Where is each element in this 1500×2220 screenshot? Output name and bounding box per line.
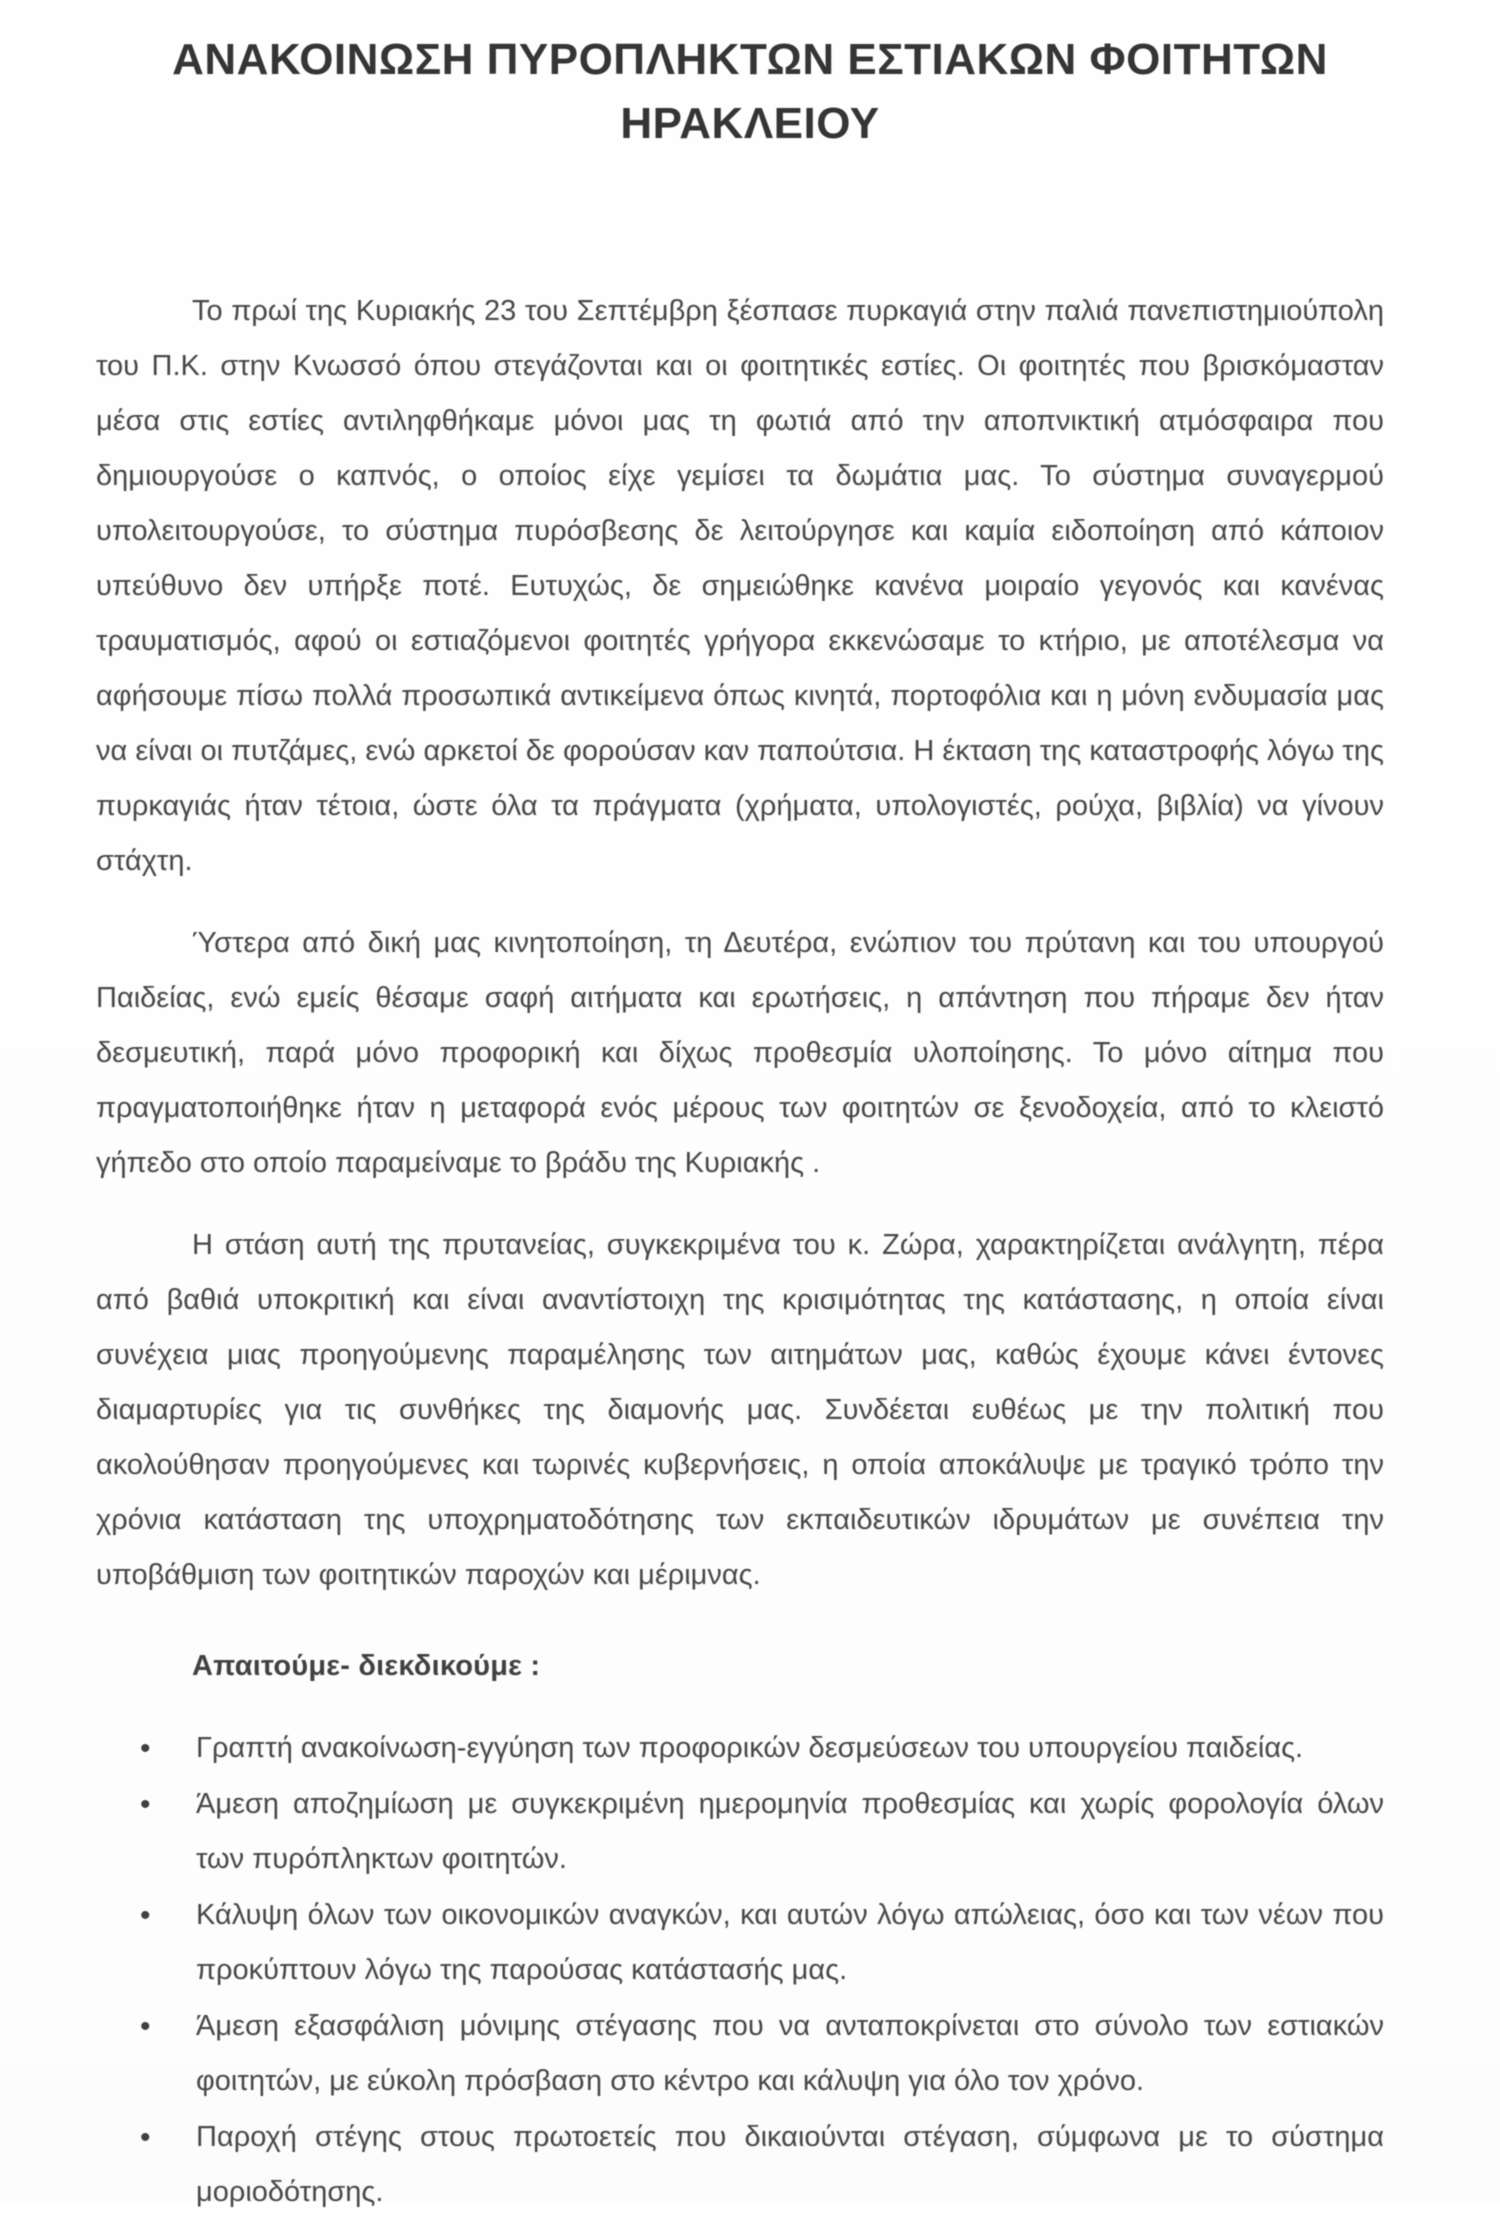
- list-item: [140, 1888, 1384, 1998]
- bullet-icon: •: [140, 1899, 151, 1932]
- demand-financial-coverage: Κάλυψη όλων των οικονομικών αναγκών, και αυτών λόγω απώλειας, όσο και των νέων που προκύπτουν λόγω της παρούσας κατάστασής μας.: [196, 1899, 1384, 1986]
- bullet-icon: •: [140, 2121, 151, 2154]
- demand-immediate-compensation: Άμεση αποζημίωση με συγκεκριμένη ημερομηνία προθεσμίας και χωρίς φορολογία όλων των πυρόπληκτων φοιτητών.: [196, 1788, 1384, 1875]
- bullet-icon: •: [140, 2010, 151, 2043]
- document-title: [120, 28, 1380, 156]
- paragraph-rectorate-stance: Η στάση αυτή της πρυτανείας, συγκεκριμένα του κ. Ζώρα, χαρακτηρίζεται ανάλγητη, πέρα από βαθιά υποκριτική και είναι αναντίστοιχη της κρισιμότητας της κατάστασης, η οποία είναι συνέχεια μιας προηγούμενης παραμέλησης των αιτημάτων μας, καθώς έχουμε κάνει έντονες διαμαρτυρίες για τις συνθήκες της διαμονής μας. Συνδέεται ευθέως με την πολιτική που ακολούθησαν προηγούμενες και τωρινές κυβερνήσεις, η οποία αποκάλυψε με τραγικό τρόπο την χρόνια κατάσταση της υποχρηματοδότησης των εκπαιδευτικών ιδρυμάτων με συνέπεια την υποβάθμιση των φοιτητικών παροχών και μέριμνας.: [96, 1229, 1384, 1591]
- document-page: [0, 28, 1500, 2208]
- paragraph-fire-incident: Το πρωί της Κυριακής 23 του Σεπτέμβρη ξέσπασε πυρκαγιά στην παλιά πανεπιστημιούπολη του Π.Κ. στην Κνωσσό όπου στεγάζονται και οι φοιτητικές εστίες. Οι φοιτητές που βρισκόμασταν μέσα στις εστίες αντιληφθήκαμε μόνοι μας τη φωτιά από την αποπνικτική ατμόσφαιρα που δημιουργούσε ο καπνός, ο οποίος είχε γεμίσει τα δωμάτια μας. Το σύστημα συναγερμού υπολειτουργούσε, το σύστημα πυρόσβεσης δε λειτούργησε και καμία ειδοποίηση από κάποιον υπεύθυνο δεν υπήρξε ποτέ. Ευτυχώς, δε σημειώθηκε κανένα μοιραίο γεγονός και κανένας τραυματισμός, αφού οι εστιαζόμενοι φοιτητές γρήγορα εκκενώσαμε το κτήριο, με αποτέλεσμα να αφήσουμε πίσω πολλά προσωπικά αντικείμενα όπως κινητά, πορτοφόλια και η μόνη ενδυμασία μας να είναι οι πυτζάμες, ενώ αρκετοί δε φορούσαν καν παπούτσια. Η έκταση της καταστροφής λόγω της πυρκαγιάς ήταν τέτοια, ώστε όλα τα πράγματα (χρήματα, υπολογιστές, ρούχα, βιβλία) να γίνουν στάχτη.: [96, 295, 1384, 877]
- document-body: [96, 284, 1384, 2220]
- demand-first-year-housing: Παροχή στέγης στους πρωτοετείς που δικαιούνται στέγαση, σύμφωνα με το σύστημα μοριοδότησης.: [196, 2121, 1384, 2208]
- bullet-icon: •: [140, 1788, 151, 1821]
- bullet-icon: •: [140, 1732, 151, 1765]
- list-item: [140, 1721, 1384, 1776]
- document-title-line-1: ΑΝΑΚΟΙΝΩΣΗ ΠΥΡΟΠΛΗΚΤΩΝ ΕΣΤΙΑΚΩΝ ΦΟΙΤΗΤΩΝ: [172, 35, 1328, 84]
- demands-list: [96, 1721, 1384, 2220]
- list-item: [140, 1777, 1384, 1887]
- list-item: [140, 2110, 1384, 2220]
- document-title-line-2: ΗΡΑΚΛΕΙΟΥ: [620, 99, 880, 148]
- list-item: [140, 1999, 1384, 2109]
- scanned-content: [0, 28, 1500, 2220]
- paragraph-mobilization: Ύστερα από δική μας κινητοποίηση, τη Δευτέρα, ενώπιον του πρύτανη και του υπουργού Παιδείας, ενώ εμείς θέσαμε σαφή αιτήματα και ερωτήσεις, η απάντηση που πήραμε δεν ήταν δεσμευτική, παρά μόνο προφορική και δίχως προθεσμία υλοποίησης. Το μόνο αίτημα που πραγματοποιήθηκε ήταν η μεταφορά ενός μέρους των φοιτητών σε ξενοδοχεία, από το κλειστό γήπεδο στο οποίο παραμείναμε το βράδυ της Κυριακής .: [96, 927, 1384, 1179]
- demand-permanent-housing: Άμεση εξασφάλιση μόνιμης στέγασης που να ανταποκρίνεται στο σύνολο των εστιακών φοιτητών, με εύκολη πρόσβαση στο κέντρο και κάλυψη για όλο τον χρόνο.: [196, 2010, 1384, 2097]
- demand-written-guarantee: Γραπτή ανακοίνωση-εγγύηση των προφορικών δεσμεύσεων του υπουργείου παιδείας.: [196, 1732, 1304, 1764]
- demands-heading: Απαιτούμε- διεκδικούμε :: [192, 1650, 541, 1682]
